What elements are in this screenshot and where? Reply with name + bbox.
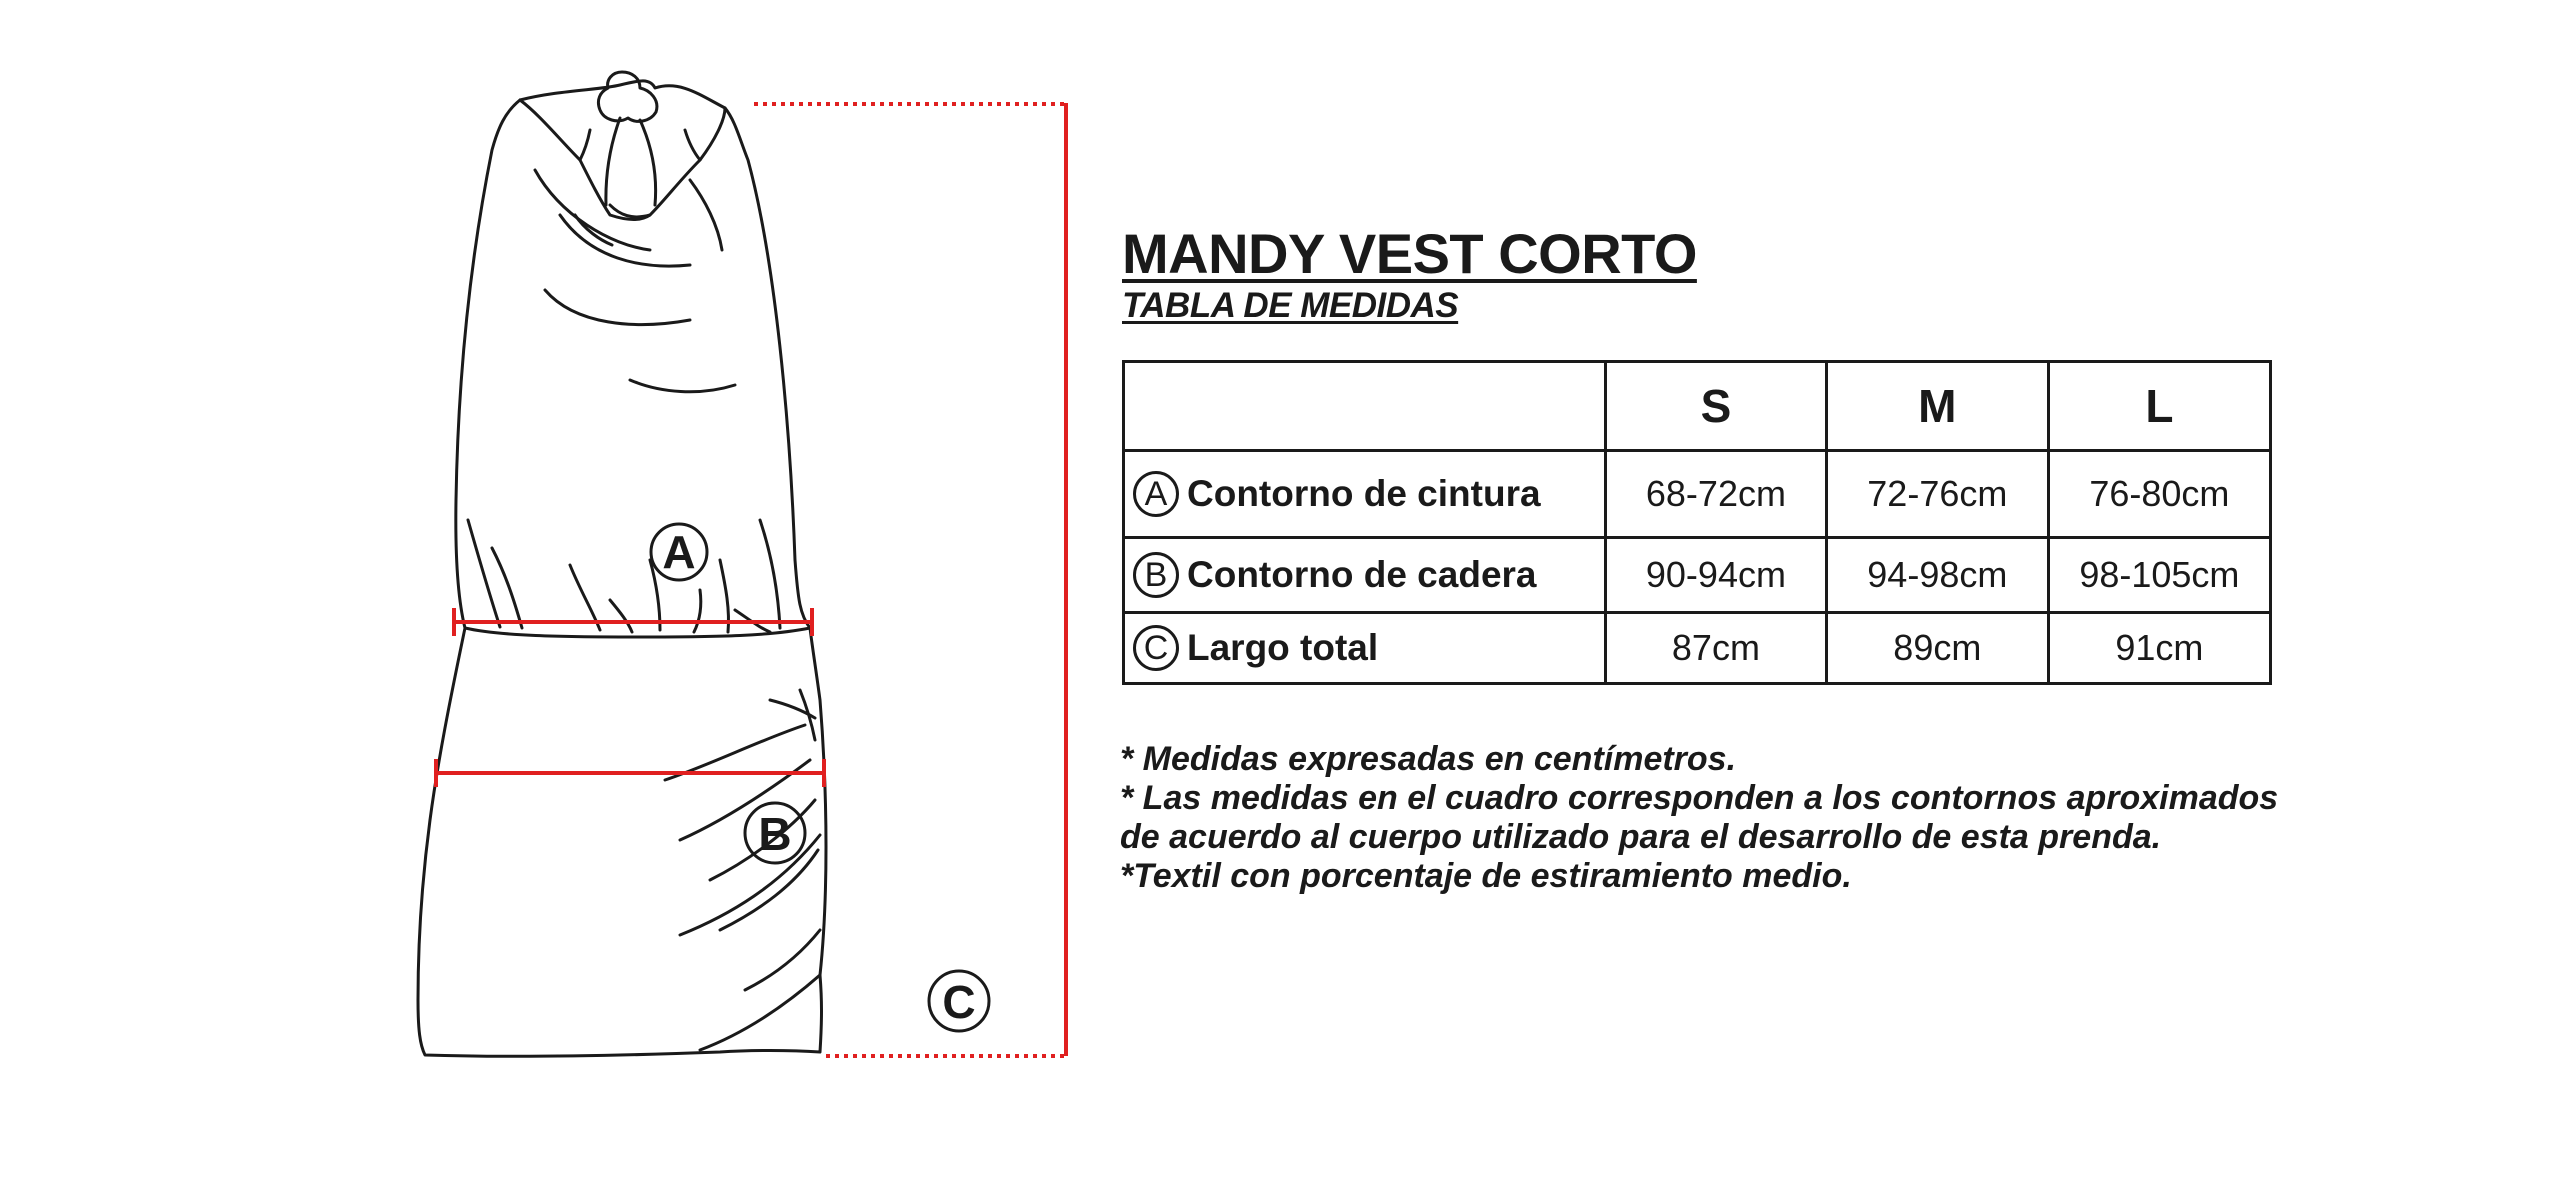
table-cell: 94-98cm	[1826, 538, 2048, 613]
marker-b-badge: B	[1133, 552, 1179, 598]
marker-a-badge: A	[1133, 471, 1179, 517]
table-cell: 87cm	[1605, 613, 1826, 684]
table-cell: 89cm	[1826, 613, 2048, 684]
header-size-s: S	[1605, 362, 1826, 451]
header-size-l: L	[2048, 362, 2270, 451]
notes	[1120, 740, 2280, 896]
marker-a-label: A	[662, 526, 696, 578]
marker-c-badge: C	[1133, 625, 1179, 671]
marker-c-label: C	[942, 976, 976, 1028]
header-size-m: M	[1826, 362, 2048, 451]
table-row	[1124, 451, 2271, 538]
table-row	[1124, 538, 2271, 613]
row-label	[1124, 613, 1606, 684]
row-label-text: Contorno de cadera	[1187, 554, 1537, 596]
garment-knot	[598, 72, 656, 121]
table-cell: 76-80cm	[2048, 451, 2270, 538]
note-item: * Las medidas en el cuadro corresponden a los contornos aproximados de acuerdo al cuerpo utilizado para el desarrollo de esta prenda.	[1120, 779, 2279, 856]
table-header-row	[1124, 362, 2271, 451]
garment-neck-opening	[520, 100, 725, 220]
row-label-text: Largo total	[1187, 627, 1379, 669]
table-cell: 98-105cm	[2048, 538, 2270, 613]
product-title: MANDY VEST CORTO	[1122, 222, 1697, 285]
row-label	[1124, 451, 1606, 538]
table-cell: 72-76cm	[1826, 451, 2048, 538]
row-label-text: Contorno de cintura	[1187, 473, 1541, 515]
marker-b-label: B	[758, 808, 792, 860]
row-label	[1124, 538, 1606, 613]
note-item: * Medidas expresadas en centímetros.	[1120, 740, 1737, 778]
table-row	[1124, 613, 2271, 684]
table-cell: 68-72cm	[1605, 451, 1826, 538]
header-empty-cell	[1124, 362, 1606, 451]
measurements-table	[1122, 360, 2272, 685]
note-item: *Textil con porcentaje de estiramiento medio.	[1120, 857, 1852, 895]
table-cell: 90-94cm	[1605, 538, 1826, 613]
garment-technical-drawing	[0, 0, 1100, 1177]
size-chart	[1120, 222, 2282, 895]
table-cell: 91cm	[2048, 613, 2270, 684]
table-subtitle: TABLA DE MEDIDAS	[1122, 286, 1459, 325]
garment-top-outline	[456, 81, 810, 637]
